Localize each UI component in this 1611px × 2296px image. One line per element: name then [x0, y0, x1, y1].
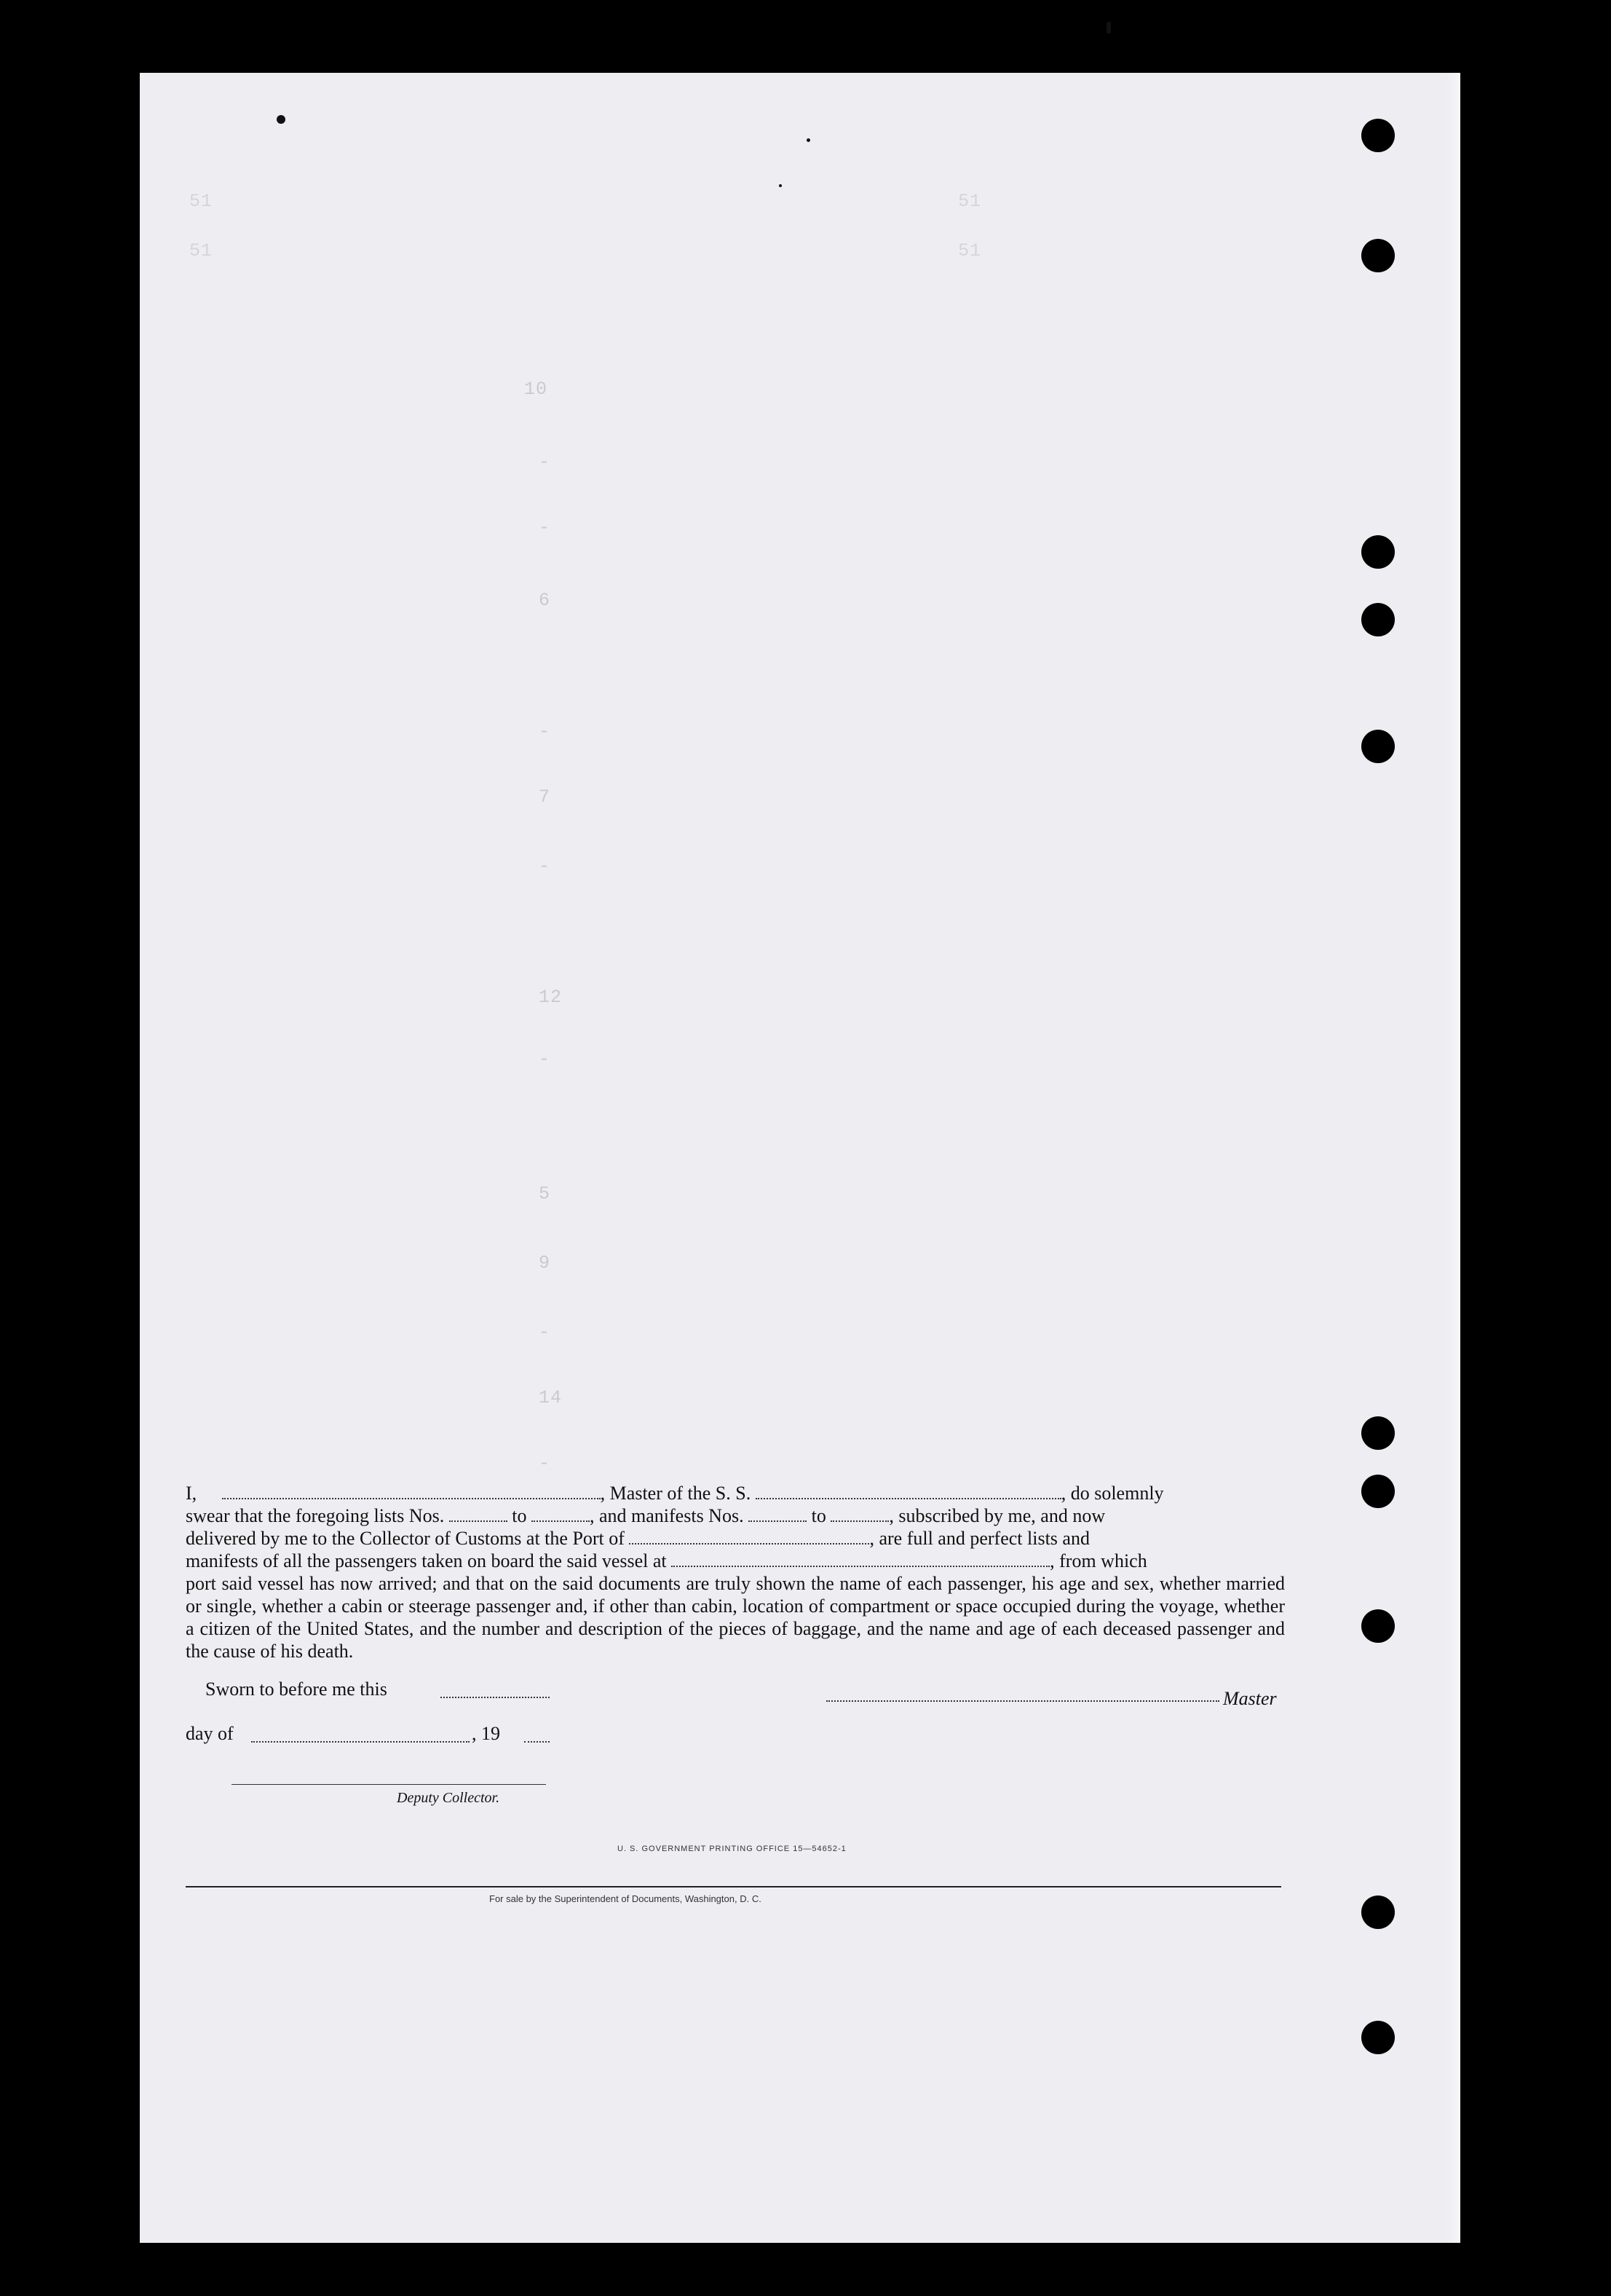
oath-i-label: I, — [186, 1483, 197, 1504]
oath-line-3 — [186, 1527, 1285, 1550]
manifest-page — [140, 73, 1450, 2243]
gpo-imprint: U. S. GOVERNMENT PRINTING OFFICE 15—54652-1 — [617, 1845, 847, 1853]
ink-speck — [779, 184, 782, 187]
master-signature-field[interactable] — [826, 1686, 1219, 1702]
oath-paragraph — [186, 1482, 1285, 1662]
deputy-signature-field[interactable] — [231, 1770, 546, 1785]
punch-hole — [1361, 603, 1395, 636]
bleed-through-text: 9 — [539, 1252, 551, 1274]
punch-hole — [1361, 535, 1395, 569]
lists-from-field[interactable] — [449, 1506, 507, 1522]
oath-master-of: , Master of the S. S. — [600, 1483, 751, 1504]
bleed-through-text: - — [539, 856, 551, 877]
bleed-through-text: 14 — [539, 1387, 563, 1408]
vessel-name-field[interactable] — [756, 1483, 1061, 1499]
ink-speck — [277, 115, 285, 124]
oath-to-1: to — [512, 1505, 527, 1526]
oath-swear: swear that the foregoing lists Nos. — [186, 1505, 445, 1526]
day-month-field[interactable] — [251, 1727, 470, 1743]
for-sale-imprint: For sale by the Superintendent of Documents, Washington, D. C. — [489, 1893, 761, 1904]
bleed-through-text: 7 — [539, 786, 551, 808]
bottom-rule — [186, 1886, 1281, 1887]
port-field[interactable] — [629, 1528, 869, 1545]
manifests-from-field[interactable] — [748, 1506, 807, 1522]
punch-hole — [1361, 2021, 1395, 2054]
bleed-through-text: - — [539, 1453, 551, 1474]
punch-hole — [1361, 1475, 1395, 1508]
oath-body: port said vessel has now arrived; and that on the said documents are truly shown the name of each passenger, his age and sex, whether married or single, whether a cabin or steerage passenger and, if other than cabin, location of compartment or space occupied during the voyage, whether a citizen of the United States, and the number and description of the pieces of baggage, and the name and age of each deceased passenger and the cause of his death. — [186, 1573, 1285, 1662]
master-label: Master — [1223, 1688, 1277, 1709]
punch-hole — [1361, 1895, 1395, 1929]
master-name-field[interactable] — [222, 1483, 601, 1499]
oath-line-2 — [186, 1504, 1285, 1527]
oath-to-2: to — [811, 1505, 826, 1526]
year-field[interactable] — [524, 1727, 550, 1743]
bleed-through-text: 51 51 — [189, 191, 982, 212]
sworn-label: Sworn to before me this — [205, 1678, 387, 1700]
punch-hole — [1361, 1416, 1395, 1450]
oath-subscribed: , subscribed by me, and now — [889, 1505, 1106, 1526]
oath-line-4 — [186, 1550, 1285, 1572]
oath-from-which: , from which — [1050, 1550, 1147, 1571]
punch-hole — [1361, 730, 1395, 763]
punch-hole — [1361, 119, 1395, 152]
bleed-through-text: - — [539, 517, 551, 538]
bleed-through-text: - — [539, 451, 551, 473]
oath-delivered: delivered by me to the Collector of Customs at the Port of — [186, 1528, 625, 1549]
oath-do-solemnly: , do solemnly — [1061, 1483, 1164, 1504]
bleed-through-text: - — [539, 721, 551, 742]
year-prefix-label: , 19 — [472, 1723, 500, 1744]
bleed-through-text — [364, 142, 690, 163]
bleed-through-text: - — [539, 1049, 551, 1070]
manifests-to-field[interactable] — [831, 1506, 889, 1522]
punch-hole — [1361, 239, 1395, 272]
lists-to-field[interactable] — [531, 1506, 590, 1522]
bleed-through-text: 10 — [524, 379, 781, 400]
day-of-label: day of — [186, 1723, 234, 1744]
oath-manifests-of: manifests of all the passengers taken on board the said vessel at — [186, 1550, 667, 1571]
bleed-through-text: 5 — [539, 1183, 551, 1204]
oath-are-full: , are full and perfect lists and — [869, 1528, 1090, 1549]
bleed-through-text: 6 — [539, 590, 551, 611]
deputy-collector-label: Deputy Collector. — [397, 1790, 500, 1806]
sworn-date-field[interactable] — [440, 1682, 550, 1698]
departure-port-field[interactable] — [671, 1551, 1050, 1567]
punch-hole — [1361, 1609, 1395, 1643]
bleed-through-text: 12 — [539, 987, 563, 1008]
ink-speck — [1107, 22, 1111, 33]
oath-and-manifests: , and manifests Nos. — [590, 1505, 744, 1526]
bleed-through-text: - — [539, 1322, 551, 1343]
bleed-through-text: 51 51 — [189, 240, 982, 261]
ink-speck — [807, 138, 810, 142]
oath-line-1 — [186, 1482, 1285, 1504]
